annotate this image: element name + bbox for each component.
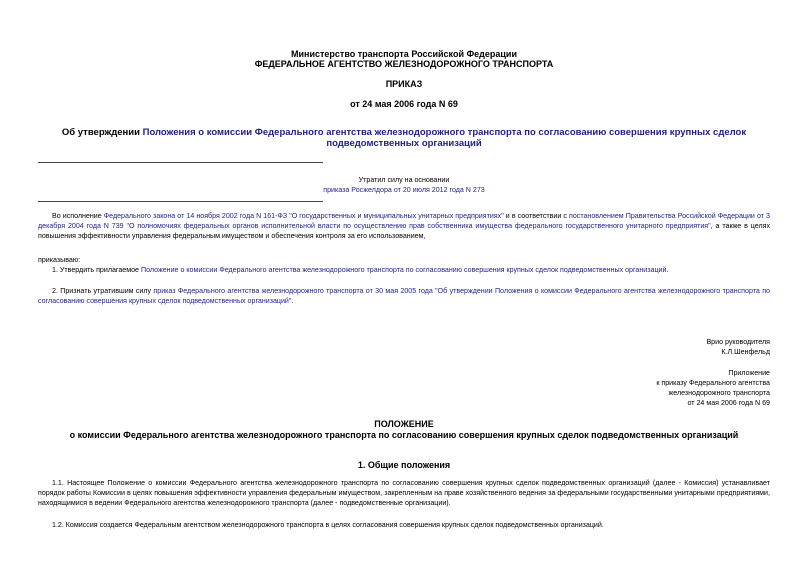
lost-force-link[interactable]: приказа Росжелдора от 20 июля 2012 года N 273 (323, 186, 485, 194)
signature-name: К.Л.Шенфельд (721, 348, 770, 356)
document-page (38, 0, 770, 571)
item2-end: . (291, 297, 294, 305)
lost-force-note: Утратил силу на основании (358, 176, 450, 184)
intro-text-1: Во исполнение (52, 212, 104, 220)
divider-top (38, 162, 323, 163)
order-item-2 (38, 286, 770, 306)
appendix-line-3: железнодорожного транспорта (668, 389, 770, 397)
divider-bottom (38, 201, 323, 202)
regulation-link[interactable]: Положение о комиссии Федерального агентства железнодорожного транспорта по согласованию совершения крупных сделок подведомственных организаций (140, 266, 667, 274)
doc-title-prefix: Об утверждении (61, 127, 143, 138)
clause-1-2: 1.2. Комиссия создается Федеральным агентством железнодорожного транспорта в целях согласования совершения крупных сделок подведомственных организаций. (52, 521, 604, 529)
item2-text: 2. Признать утратившим силу (52, 287, 154, 295)
regulation-subtitle: о комиссии Федерального агентства железнодорожного транспорта по согласованию совершения крупных сделок подведомственных организаций (69, 430, 739, 440)
intro-paragraph (38, 211, 770, 241)
order-item-1 (38, 265, 770, 275)
signature-role: Врио руководителя (706, 338, 770, 346)
regulation-title: ПОЛОЖЕНИЕ (374, 419, 434, 429)
intro-text-2: и в соответствии с (503, 212, 569, 220)
appendix-line-2: к приказу Федерального агентства (656, 379, 770, 387)
item1-text: 1. Утвердить прилагаемое (52, 266, 141, 274)
revoked-order-link[interactable]: приказ Федерального агентства железнодорожного транспорта от 30 мая 2005 года "Об утверждении Положения о комиссии Федерального агентства железнодорожного транспорта по согласованию совершения крупных сделок подведомственных организаций" (38, 287, 770, 305)
intro-text-3: , а также в целях повышения эффективности управления федеральным имуществом и обеспечения контроля за его использованием, (38, 222, 771, 240)
section-1-heading: 1. Общие положения (357, 460, 451, 470)
item1-end: . (666, 266, 669, 274)
ministry-heading: Министерство транспорта Российской Федерации (291, 49, 517, 59)
appendix-line-1: Приложение (728, 369, 770, 377)
clause-1-1: 1.1. Настоящее Положение о комиссии Федерального агентства железнодорожного транспорта по согласованию совершения крупных сделок подведомственных организаций (далее - Комиссия) устанавливает порядок работы Комиссии в целях повышения эффективности управления федеральным имуществом, закрепленным на праве хозяйственного ведения за федеральными государственными унитарными предприятиями, находящимися в ведении Федерального агентства железнодорожного транспорта (далее - подведомственные организации). (38, 479, 770, 507)
doc-title (38, 127, 770, 149)
appendix-line-4: от 24 мая 2006 года N 69 (687, 399, 770, 407)
government-decree-link[interactable]: постановлением Правительства Российской Федерации от 3 декабря 2004 года N 739 "О полномочиях федеральных органов исполнительной власти по осуществлению прав собственника имущества федерального государственного унитарного предприятия" (38, 212, 770, 230)
doc-title-link[interactable]: Положения о комиссии Федерального агентства железнодорожного транспорта по согласованию совершения крупных сделок подведомственных организаций (142, 127, 747, 149)
federal-law-link[interactable]: Федерального закона от 14 ноября 2002 года N 161-ФЗ "О государственных и муниципальных унитарных предприятиях" (103, 212, 504, 220)
doc-date: от 24 мая 2006 года N 69 (350, 99, 458, 109)
agency-heading: ФЕДЕРАЛЬНОЕ АГЕНТСТВО ЖЕЛЕЗНОДОРОЖНОГО ТРАНСПОРТА (254, 59, 554, 69)
doc-type-heading: ПРИКАЗ (385, 79, 423, 89)
order-word: приказываю: (38, 256, 81, 264)
